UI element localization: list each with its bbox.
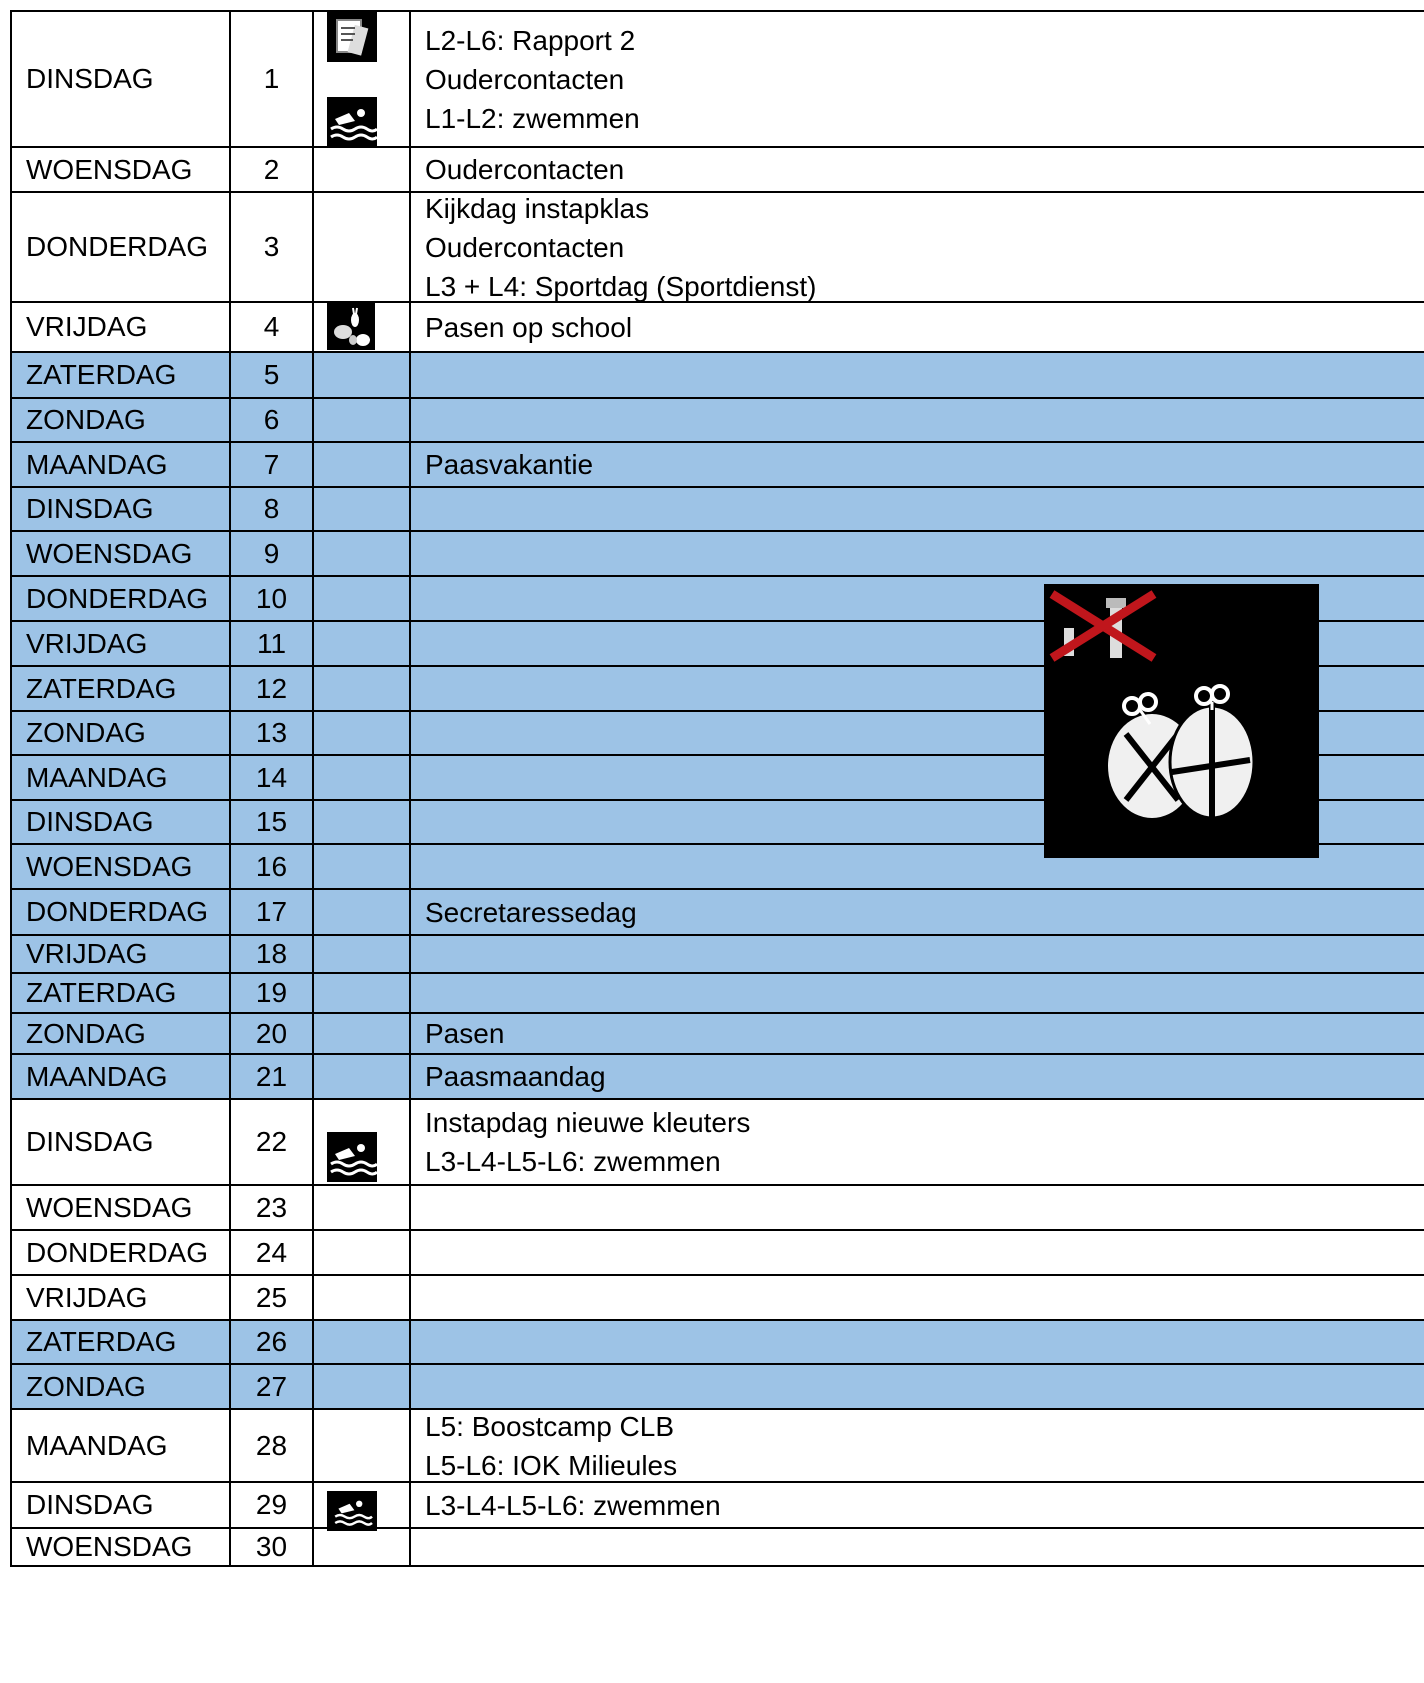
date-cell: 10	[231, 577, 314, 620]
activity-line: Paasmaandag	[425, 1061, 606, 1092]
icon-cell	[314, 1231, 411, 1274]
table-row	[10, 1098, 1424, 1184]
day-cell: WOENSDAG	[10, 148, 231, 191]
day-cell: ZATERDAG	[10, 974, 231, 1012]
icon-cell	[314, 756, 411, 799]
date-cell: 1	[231, 12, 314, 146]
icon-cell	[314, 1365, 411, 1408]
icon-cell	[314, 399, 411, 441]
day-cell: VRIJDAG	[10, 622, 231, 665]
day-cell: VRIJDAG	[10, 1276, 231, 1319]
date-cell: 4	[231, 303, 314, 351]
swimming-icon	[327, 1491, 377, 1531]
date-cell: 3	[231, 193, 314, 301]
easter-eggs-icon	[1044, 584, 1319, 858]
day-cell: DINSDAG	[10, 801, 231, 843]
activity-cell	[411, 193, 1424, 301]
day-cell: DINSDAG	[10, 1483, 231, 1527]
activity-line: Oudercontacten	[425, 231, 625, 263]
date-cell: 25	[231, 1276, 314, 1319]
day-cell: ZONDAG	[10, 1365, 231, 1408]
table-row	[10, 1229, 1424, 1274]
icon-cell	[314, 667, 411, 710]
day-cell: ZONDAG	[10, 712, 231, 754]
date-cell: 19	[231, 974, 314, 1012]
day-cell: DONDERDAG	[10, 1231, 231, 1274]
date-cell: 11	[231, 622, 314, 665]
activity-cell	[411, 1186, 1424, 1229]
day-cell: WOENSDAG	[10, 845, 231, 888]
activity-line: Paasvakantie	[425, 449, 594, 480]
icon-cell	[314, 577, 411, 620]
table-row	[10, 530, 1424, 575]
activity-cell	[411, 1276, 1424, 1319]
activity-line: Oudercontacten	[425, 154, 625, 185]
day-cell: VRIJDAG	[10, 303, 231, 351]
activity-line: L2-L6: Rapport 2	[425, 24, 636, 56]
date-cell: 14	[231, 756, 314, 799]
activity-cell	[411, 1321, 1424, 1363]
activity-cell	[411, 1483, 1424, 1527]
activity-line: Instapdag nieuwe kleuters	[425, 1107, 751, 1138]
icon-cell	[314, 936, 411, 972]
date-cell: 22	[231, 1100, 314, 1184]
table-row	[10, 301, 1424, 351]
icon-cell	[314, 532, 411, 575]
table-row	[10, 486, 1424, 530]
activity-line: L3 + L4: Sportdag (Sportdienst)	[425, 270, 817, 302]
date-cell: 16	[231, 845, 314, 888]
icon-cell	[314, 1410, 411, 1481]
day-cell: WOENSDAG	[10, 532, 231, 575]
table-row	[10, 888, 1424, 934]
day-cell: ZONDAG	[10, 399, 231, 441]
date-cell: 23	[231, 1186, 314, 1229]
table-row	[10, 397, 1424, 441]
icon-cell	[314, 1321, 411, 1363]
activity-cell	[411, 148, 1424, 191]
icon-cell	[314, 353, 411, 397]
activity-line: Secretaressedag	[425, 896, 637, 928]
date-cell: 8	[231, 488, 314, 530]
day-cell: ZATERDAG	[10, 667, 231, 710]
activity-line: L5-L6: IOK Milieules	[425, 1449, 678, 1481]
table-row	[10, 1527, 1424, 1567]
swimming-icon	[327, 1132, 377, 1182]
date-cell: 30	[231, 1529, 314, 1565]
table-row	[10, 1012, 1424, 1053]
icon-cell	[314, 488, 411, 530]
date-cell: 17	[231, 890, 314, 934]
icon-cell	[314, 443, 411, 486]
date-cell: 24	[231, 1231, 314, 1274]
table-row	[10, 351, 1424, 397]
table-row	[10, 972, 1424, 1012]
table-row	[10, 1274, 1424, 1319]
date-cell: 12	[231, 667, 314, 710]
swimming-icon	[327, 97, 377, 147]
day-cell: ZONDAG	[10, 1014, 231, 1053]
activity-cell	[411, 303, 1424, 351]
day-cell: WOENSDAG	[10, 1529, 231, 1565]
table-row	[10, 1363, 1424, 1408]
day-cell: DONDERDAG	[10, 193, 231, 301]
date-cell: 9	[231, 532, 314, 575]
activity-cell	[411, 488, 1424, 530]
activity-cell	[411, 399, 1424, 441]
icon-cell	[314, 890, 411, 934]
activity-cell	[411, 1231, 1424, 1274]
day-cell: DINSDAG	[10, 12, 231, 146]
activity-line: Oudercontacten	[425, 63, 625, 95]
day-cell: WOENSDAG	[10, 1186, 231, 1229]
table-row	[10, 934, 1424, 972]
icon-cell	[314, 1276, 411, 1319]
date-cell: 27	[231, 1365, 314, 1408]
table-row	[10, 10, 1424, 146]
activity-cell	[411, 12, 1424, 146]
table-row	[10, 1184, 1424, 1229]
date-cell: 18	[231, 936, 314, 972]
activity-line: Kijkdag instapklas	[425, 192, 650, 224]
day-cell: VRIJDAG	[10, 936, 231, 972]
icon-cell	[314, 148, 411, 191]
icon-cell	[314, 1055, 411, 1098]
date-cell: 28	[231, 1410, 314, 1481]
activity-line: L3-L4-L5-L6: zwemmen	[425, 1146, 721, 1177]
day-cell: DONDERDAG	[10, 890, 231, 934]
easter-holiday-image	[1044, 584, 1319, 858]
date-cell: 26	[231, 1321, 314, 1363]
activity-line: L3-L4-L5-L6: zwemmen	[425, 1489, 721, 1521]
activity-cell	[411, 890, 1424, 934]
table-row	[10, 146, 1424, 191]
icon-cell	[314, 1186, 411, 1229]
activity-cell	[411, 1365, 1424, 1408]
activity-line: L1-L2: zwemmen	[425, 102, 640, 134]
day-cell: DINSDAG	[10, 488, 231, 530]
activity-cell	[411, 1410, 1424, 1481]
day-cell: ZATERDAG	[10, 1321, 231, 1363]
day-cell: MAANDAG	[10, 1410, 231, 1481]
date-cell: 7	[231, 443, 314, 486]
table-row	[10, 1408, 1424, 1481]
table-row	[10, 1319, 1424, 1363]
date-cell: 13	[231, 712, 314, 754]
activity-line: Pasen op school	[425, 311, 633, 343]
date-cell: 20	[231, 1014, 314, 1053]
icon-cell	[314, 974, 411, 1012]
activity-cell	[411, 1014, 1424, 1053]
activity-cell	[411, 1529, 1424, 1565]
icon-cell	[314, 1014, 411, 1053]
activity-cell	[411, 532, 1424, 575]
day-cell: MAANDAG	[10, 756, 231, 799]
date-cell: 5	[231, 353, 314, 397]
date-cell: 15	[231, 801, 314, 843]
activity-cell	[411, 1055, 1424, 1098]
report-icon	[327, 12, 377, 62]
day-cell: MAANDAG	[10, 1055, 231, 1098]
activity-line: L5: Boostcamp CLB	[425, 1410, 675, 1442]
date-cell: 21	[231, 1055, 314, 1098]
day-cell: ZATERDAG	[10, 353, 231, 397]
date-cell: 29	[231, 1483, 314, 1527]
icon-cell	[314, 1529, 411, 1565]
table-row	[10, 1481, 1424, 1527]
activity-cell	[411, 353, 1424, 397]
icon-cell	[314, 845, 411, 888]
activity-cell	[411, 443, 1424, 486]
icon-cell	[314, 193, 411, 301]
day-cell: DINSDAG	[10, 1100, 231, 1184]
activity-cell	[411, 936, 1424, 972]
day-cell: DONDERDAG	[10, 577, 231, 620]
table-row	[10, 441, 1424, 486]
icon-cell	[314, 801, 411, 843]
table-row	[10, 191, 1424, 301]
icon-cell	[314, 622, 411, 665]
date-cell: 6	[231, 399, 314, 441]
day-cell: MAANDAG	[10, 443, 231, 486]
activity-cell	[411, 974, 1424, 1012]
easter-bunny-icon	[327, 302, 375, 350]
icon-cell	[314, 712, 411, 754]
date-cell: 2	[231, 148, 314, 191]
activity-line: Pasen	[425, 1018, 505, 1049]
table-row	[10, 1053, 1424, 1098]
activity-cell	[411, 1100, 1424, 1184]
